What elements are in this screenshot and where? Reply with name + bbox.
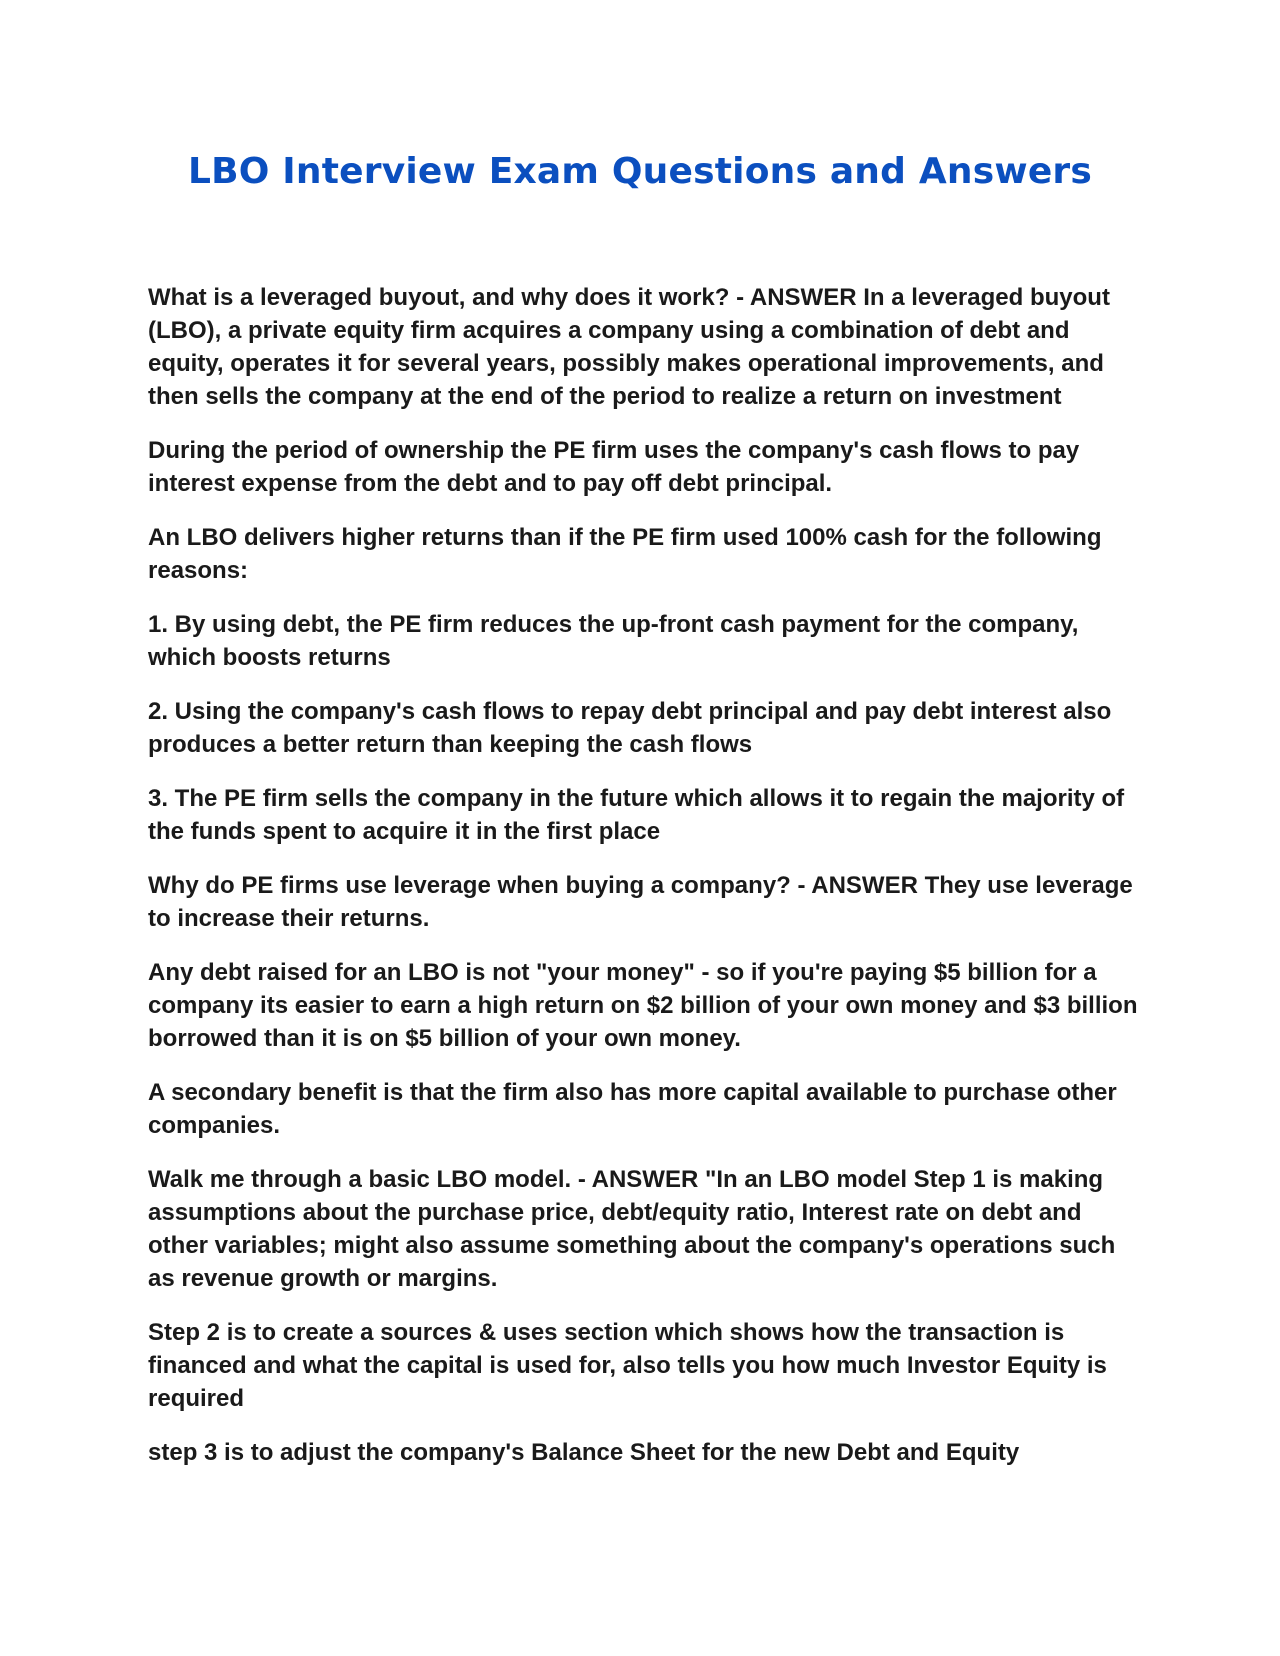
paragraph-ownership-period: During the period of ownership the PE firm uses the company's cash flows to pay interest expense from the debt and to pay off debt principal. — [148, 437, 1080, 497]
document-body — [148, 281, 1138, 1490]
page-title: LBO Interview Exam Questions and Answers — [187, 151, 1093, 192]
paragraph-lbo-definition: What is a leveraged buyout, and why does it work? - ANSWER In a leveraged buyout (LBO), a private equity firm acquires a company using a combination of debt and equity, operates it for several years, possibly makes operational improvements, and then sells the company at the end of the period to realize a return on investment — [148, 284, 1110, 410]
paragraph-lbo-model-step-2: Step 2 is to create a sources & uses section which shows how the transaction is financed and what the capital is used for, also tells you how much Investor Equity is required — [148, 1319, 1107, 1412]
paragraph-reason-1: 1. By using debt, the PE firm reduces the up-front cash payment for the company, which boosts returns — [148, 611, 1079, 671]
paragraph-lbo-model-step-3: step 3 is to adjust the company's Balance Sheet for the new Debt and Equity — [148, 1439, 1020, 1466]
paragraph-lbo-model-step-1: Walk me through a basic LBO model. - ANSWER "In an LBO model Step 1 is making assumptions about the purchase price, debt/equity ratio, Interest rate on debt and other variables; might also assume something about the company's operations such as revenue growth or margins. — [148, 1166, 1116, 1292]
paragraph-secondary-benefit: A secondary benefit is that the firm also has more capital available to purchase other companies. — [148, 1079, 1117, 1139]
paragraph-reason-2: 2. Using the company's cash flows to repay debt principal and pay debt interest also produces a better return than keeping the cash flows — [148, 698, 1112, 758]
paragraph-why-leverage: Why do PE firms use leverage when buying a company? - ANSWER They use leverage to increase their returns. — [148, 872, 1133, 932]
paragraph-reason-3: 3. The PE firm sells the company in the future which allows it to regain the majority of the funds spent to acquire it in the first place — [148, 785, 1125, 845]
paragraph-not-your-money: Any debt raised for an LBO is not "your money" - so if you're paying $5 billion for a company its easier to earn a high return on $2 billion of your own money and $3 billion borrowed than it is on $5 billion of your own money. — [148, 959, 1138, 1052]
paragraph-higher-returns: An LBO delivers higher returns than if the PE firm used 100% cash for the following reasons: — [148, 524, 1102, 584]
